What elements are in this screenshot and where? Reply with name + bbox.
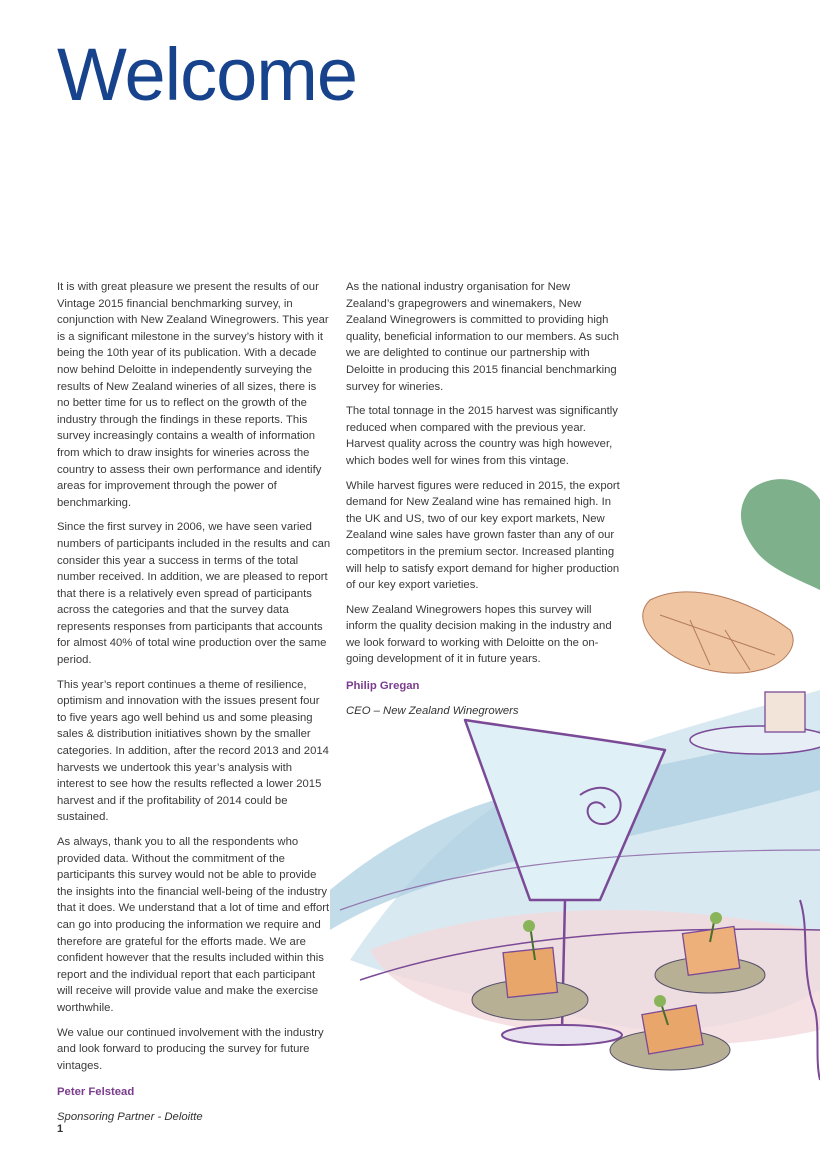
left-column (57, 279, 331, 1126)
paragraph: It is with great pleasure we present the results of our Vintage 2015 financial benchmarking survey, in conjunction with New Zealand Winegrowers. This year is a significant milestone in the survey’s history with it being the 10th year of its publication. With a decade now behind Deloitte in independently surveying the results of New Zealand wineries of all sizes, there is no better time for us to reflect on the growth of the industry through the findings in these reports. This survey increasingly contains a wealth of information from which to draw insights for wineries across the country to assess their own performance and identify areas for improvement through the power of benchmarking. (57, 281, 329, 509)
signature-title: CEO – New Zealand Winegrowers (346, 704, 519, 717)
signature-name: Peter Felstead (57, 1086, 135, 1099)
orange-leaf (643, 592, 793, 673)
olive-2 (710, 912, 722, 924)
top-plate-box (765, 692, 805, 732)
glass-base (502, 1025, 622, 1045)
olive-3 (654, 995, 666, 1007)
signature-title: Sponsoring Partner - Deloitte (57, 1110, 203, 1123)
paragraph: Since the first survey in 2006, we have seen varied numbers of participants included in the results and can consider this year a success in terms of the total number received. In addition, we are pleased to report that there is a relatively even spread of participants across the categories and that the survey data represents responses from participants that accounts for almost 40% of total wine production over the same period. (57, 521, 331, 667)
page-title: Welcome (57, 33, 358, 116)
canape-1 (503, 947, 557, 997)
paragraph: This year’s report continues a theme of resilience, optimism and innovation with the issues present four to five years ago well behind us and some pleasing sales & distribution initiatives shown by the smaller categories. In addition, after the record 2013 and 2014 harvests we undertook this year’s analysis with interest to see how the results reflected a lower 2015 harvest and if the profitability of 2014 could be sustained. (57, 678, 329, 824)
paragraph: As always, thank you to all the respondents who provided data. Without the commitment of the participants this survey would not be able to provide the insights into the financial well-being of the industry that it does. We understand that a lot of time and effort can go into producing the information we require and therefore are grateful for the efforts made. We are confident however that the results included within this report and the individual report that each participant will receive will provide value and make the exercise worthwhile. (57, 836, 330, 1014)
page-number: 1 (57, 1123, 64, 1135)
green-leaf (741, 479, 820, 590)
right-column (346, 279, 622, 719)
signature-name: Philip Gregan (346, 680, 420, 693)
paragraph: While harvest figures were reduced in 2015, the export demand for New Zealand wine has remained high. In the UK and US, two of our key export markets, New Zealand wine sales have grown faster than any of our competitors in the premium sector. Increased planting will help to satisfy export demand for higher production of our key export varieties. (346, 479, 620, 592)
paragraph: New Zealand Winegrowers hopes this survey will inform the quality decision making in the industry and we look forward to working with Deloitte on the on-going development of it in future years. (346, 603, 612, 666)
paragraph: The total tonnage in the 2015 harvest was significantly reduced when compared with the previous year. Harvest quality across the country was high however, which bodes well for wines from this vintage. (346, 405, 618, 467)
olive-1 (523, 920, 535, 932)
paragraph: We value our continued involvement with the industry and look forward to producing the survey for future vintages. (57, 1026, 324, 1072)
canape-3 (642, 1005, 703, 1054)
paragraph: As the national industry organisation for New Zealand’s grapegrowers and winemakers, New Zealand Winegrowers is committed to providing high quality, beneficial information to our members. As such we are delighted to continue our partnership with Deloitte in producing this 2015 financial benchmarking survey for wineries. (346, 281, 619, 393)
